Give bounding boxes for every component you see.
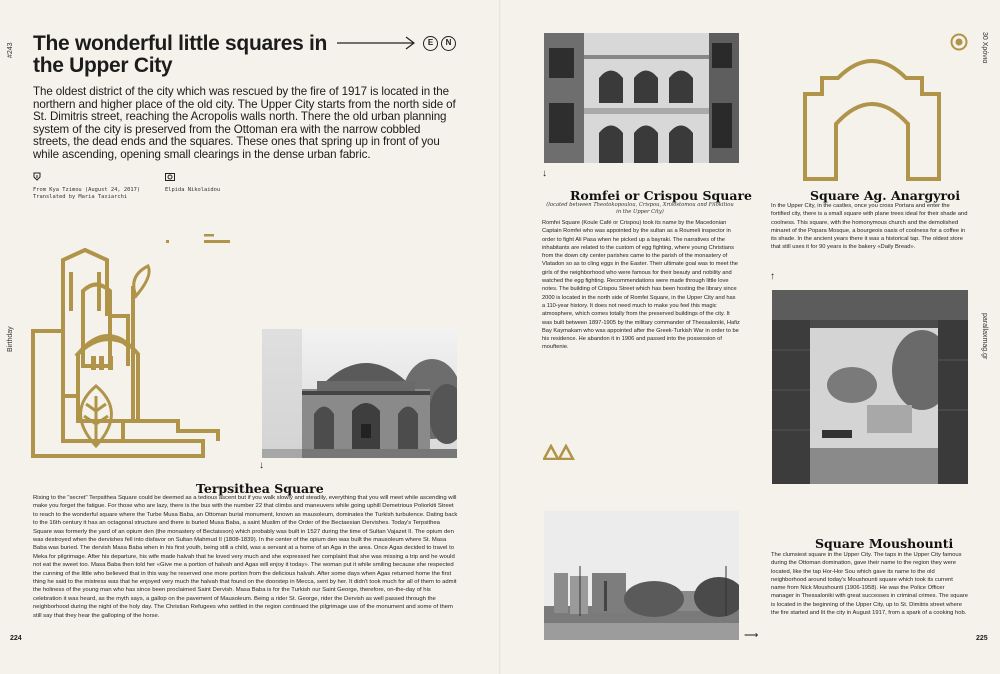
down-arrow-icon-2: ↓ [542,168,547,179]
portara-arch-illustration-icon [800,54,945,186]
heading-anargyroi: Square Ag. Anargyroi [810,188,961,203]
up-arrow-icon: ↑ [770,271,775,282]
credit-author: From Kya Tzimou (August 24, 2017) [33,187,141,193]
upper-city-illustration-icon [28,246,233,458]
page-title: The wonderful little squares in the Upper City [33,32,328,77]
language-badge-e: E [423,36,438,51]
pen-icon [33,172,41,181]
credit-photographer: Elpida Nikolaidou [165,187,221,193]
text-moushounti: The clumsiest square in the Upper City. The taps in the Upper City famous during the Ottoman domination, gave their name to the region they were located, like the tap Hor-Hor Sou which gave its name to the old neighborhood around today's Moushounti square which took its current name from Nick Moushounti (1906-1958). He was the Police Officer manager in Thessaloniki with great successes in criminal crimes. The square is located in the beginning of the Upper City, up to St. Dimitris street where the fire started and lit the city in August 1917, from a spark of a cooking hob. [771,552,968,617]
photo-moushounti-square [544,511,739,640]
photo-anargyroi-gate [772,290,968,484]
side-label-birthday: Birthday [7,326,14,352]
text-terpsithea: Rising to the "secret" Terpsithea Square could be deemed as a tedious ascent but if you walk slowly and steadily, everything that you will meet while ascending will make you forget the fatigue. For those who are lazy, there is the bus with the number 22 that climbs and maneuvers while going uphill Demetrious Poliorkiti Street to reach to the wonderful square where the Turbe Musa Baba, an Ottoman burial monument, known as mausoleum, dominates the Turkish turbulence. Dating back to the 16th century it has an octagonal structure and there is buried Musa Baba, a saint Muslim of the Order of the Bectaesian Dervishes. Today's Terpsithea Square was formerly the yard of an opium den (the monastery of Bectaisson) which probably was built in 1527 during the time of Sultan Vajazet II. The opium den was destroyed when the dervishes fell into disfavor on Sultan Mahmud II (1808-1839). In the center of the opium den was built the mausoleum where St. Masa Baba was buried. The dervish Masa Baba when in his first youth, being still a child, was a servant at a home of an Aga in the area. Once Agas decided to travel to Meka for pilgrimage. After his departure, his wife made halvah that he loved very much and she expressed her complaint that she was missing a trip and he would not eat the sweet too. Masa Baba then told her «Give me a portion of halvah and Agas will enjoy it today». The woman put it while smiling because she respected the cunning of the little who believed that in this way he reserved one more portion from the delicious halvah. After some days when Agas returned home the first thing he said to the mistress was that he enjoyed very much the halvah that found on the doorstep in Mecca, sent by her. It didn't took much for all of them to admit the holiness of the young man who has since been proclaimed Saint Dervish. Masa Baba is for the Turkish our Saint George, therefore, on-the-day of his celebration it was heard, as the myth says, a gallop on the pavement of Mausoleum. Being a rider St. George, rider the Dervish as well passed through the neighborhood during the night of the holy day. The Christian Refugees who settled in the region continued the pilgrimage use of the monument and some of them still say that they hear the galloping of the horse. [33,495,458,619]
page-gutter [499,0,501,674]
decorative-triangles-icon [543,444,575,460]
target-circle-icon [950,33,968,51]
lead-paragraph: The oldest district of the city which was rescued by the fire of 1917 is located in the northern and higher place of the old city. The Upper City starts from the north side of St. Dimitris street, reaching the Acropolis walls north. There the old urban planning system of the city is preserved from the Ottoman era with the narrow cobbled streets, the dead ends and the squares. These ones that spring up in front of you while ascending, opening small clearings in the dense urban fabric. [33,85,456,161]
heading-moushounti: Square Moushounti [815,536,954,551]
page-number-left: 224 [10,635,22,642]
heading-terpsithea: Terpsithea Square [196,481,324,496]
text-romfei: Romfei Square (Koule Café or Crispou) took its name by the Macedonian Captain Romfei who was appointed by the sultan as a Roumeli inspector in order to fight Ali Pasa when he picked up a bayraki. The narratives of the inhabitants are related to the custom of egg fighting, where young Christians from the down city center parishes came to the parish of the monastery of Vlatadon so as to cling eggs in the Easter. Their ultimate goal was to meet the girls of the neighborhood who were famous for their beauty and nobility and watched the egg fighting. Recommendations were made through little love notes. The building of Crispou Street which has been hosting the library since 2000 is located in the north side of Romfei Square, in the Upper City and has a 110-year history. It does not need much to make you feel this magic atmosphere, which comes totally from the preserved buildings of the city. It was built between 1897-1905 by the military commander of Thessaloniki, Hafiz Bay Kaymakam who was appointed after the Greek-Turkish War in order to be his residence. He abandon it in 1906 and passed into the possession of mouftenie. [542,220,740,351]
right-arrow-icon: ⟶ [744,630,759,641]
subtitle-romfei: (located between Theotokopoulou, Crispou, Xrisostomou and Filokitiou in the Upper City) [546,202,734,215]
photo-turbe-musa-baba [262,329,457,458]
issue-number: #243 [7,42,14,58]
title-arrow-icon [337,36,417,50]
side-label-website: parallaxmag.gr [981,313,988,360]
heading-romfei: Romfei or Crispou Square [570,188,752,203]
credit-translator: Translated by Maria Taxiarchi [33,194,128,200]
language-badge-n: N [441,36,456,51]
photo-crispou-building [544,33,739,163]
camera-icon [165,172,175,181]
down-arrow-icon: ↓ [259,460,264,471]
page-number-right: 225 [976,635,988,642]
text-anargyroi: In the Upper City, in the castles, once you cross Portara and enter the fortified city, there is a small square with plane trees ideal for their shade and coolness. This square, with the homonymous church and the demolished minaret of the Popara Mosque, a bourgeois oasis of coolness for a coffee in its shade. In the ancient years there it was a historical tap. The oldest store that still uses it for 90 years is the bakery «Daily Bread». [771,203,968,251]
side-label-30-years: 30 Χρόνια [981,32,988,64]
decorative-dashes [160,232,235,246]
